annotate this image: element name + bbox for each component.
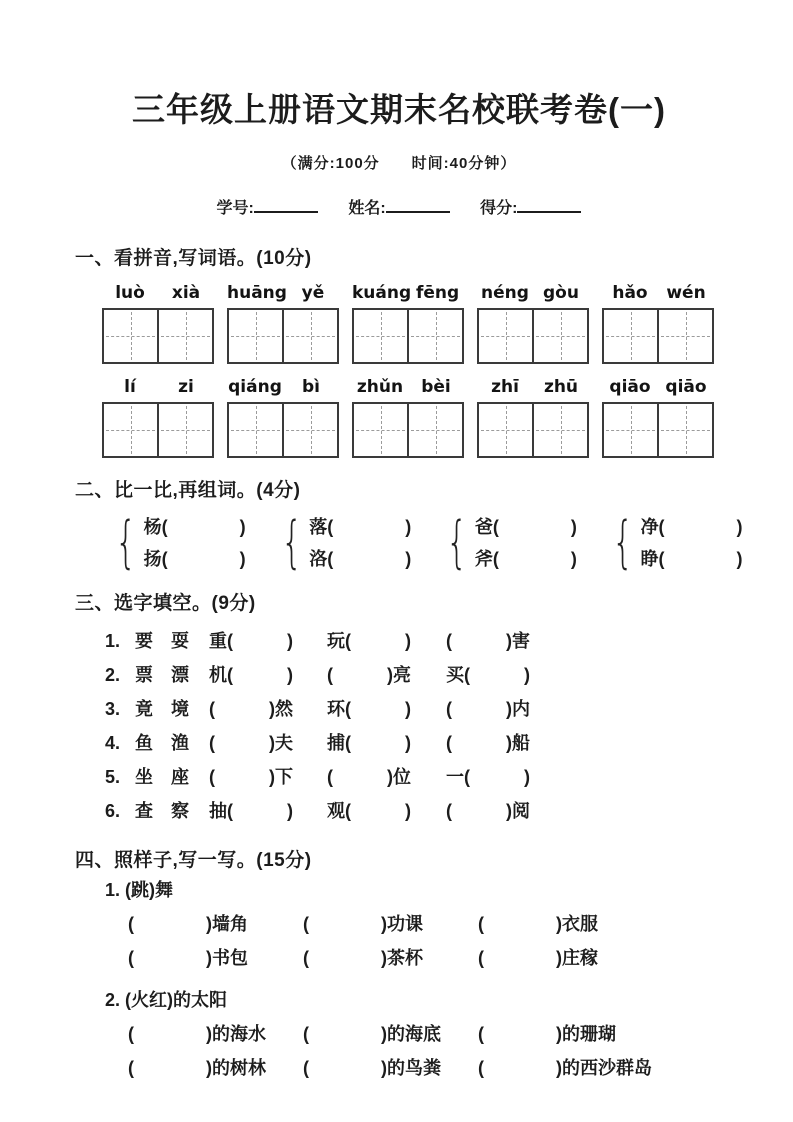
- example-label: 2. (火红)的太阳: [105, 989, 228, 1010]
- curly-brace: {: [280, 509, 303, 575]
- writing-grid-box[interactable]: [477, 308, 589, 364]
- fill-blank-cell[interactable]: 机( ): [209, 664, 293, 685]
- student-id-field: [217, 200, 318, 217]
- option-characters: 坐 座: [135, 766, 189, 787]
- example-item-1: [75, 873, 723, 975]
- row-number: 1.: [105, 630, 121, 651]
- student-name-label: 姓名:: [348, 199, 386, 217]
- option-characters: 查 察: [135, 800, 189, 821]
- fill-blank-cell[interactable]: ( )内: [446, 698, 530, 719]
- pinyin-label: qiāo qiāo: [609, 377, 707, 398]
- score-field: [480, 200, 581, 217]
- fill-blank-cell[interactable]: 观( ): [327, 800, 411, 821]
- fill-blank-cell[interactable]: ( )害: [446, 630, 530, 651]
- fill-character-row: [105, 794, 723, 828]
- exam-subtitle: （满分:100分 时间:40分钟）: [281, 154, 517, 172]
- exam-header: [75, 90, 723, 218]
- score-label: 得分:: [480, 199, 518, 217]
- pinyin-label: qiáng bì: [228, 377, 320, 398]
- pinyin-row-2: [102, 377, 723, 397]
- pinyin-label: lí zi: [124, 377, 194, 398]
- fill-blank-cell[interactable]: ( )的珊瑚: [478, 1023, 616, 1044]
- writing-grid-box[interactable]: [352, 402, 464, 458]
- fill-blank-cell[interactable]: ( )的海底: [303, 1023, 441, 1044]
- student-id-blank[interactable]: [254, 197, 318, 213]
- fill-blank-cell[interactable]: 捕( ): [327, 732, 411, 753]
- fill-blank-cell[interactable]: ( )的树林: [128, 1057, 266, 1078]
- compare-word-blank[interactable]: 睁( ): [640, 549, 743, 570]
- pinyin-label: zhī zhū: [491, 377, 579, 398]
- section2-heading: 二、比一比,再组词。(4分): [75, 480, 301, 502]
- writing-grid-box[interactable]: [602, 308, 714, 364]
- fill-blank-cell[interactable]: ( )阅: [446, 800, 530, 821]
- compare-word-blank[interactable]: 爸( ): [474, 517, 577, 538]
- row-number: 3.: [105, 698, 121, 719]
- fill-blank-cell[interactable]: ( )的鸟粪: [303, 1057, 441, 1078]
- compare-group: [274, 511, 412, 575]
- section-compare-words: [75, 480, 743, 575]
- fill-blank-cell[interactable]: ( )船: [446, 732, 530, 753]
- option-characters: 票 漂: [135, 664, 189, 685]
- compare-word-blank[interactable]: 扬( ): [143, 549, 246, 570]
- compare-word-blank[interactable]: 净( ): [640, 517, 743, 538]
- student-info-line: [75, 195, 723, 218]
- writing-grid-box[interactable]: [602, 402, 714, 458]
- pinyin-label: hǎo wén: [612, 283, 706, 304]
- writing-grid-box[interactable]: [352, 308, 464, 364]
- fill-character-row: [105, 692, 723, 726]
- exam-title: 三年级上册语文期末名校联考卷(一): [132, 91, 666, 128]
- fill-blank-cell[interactable]: 买( ): [446, 664, 530, 685]
- option-characters: 鱼 渔: [135, 732, 189, 753]
- option-characters: 要 耍: [135, 630, 189, 651]
- compare-group: [108, 511, 246, 575]
- pinyin-row-1: [102, 283, 723, 303]
- fill-blank-cell[interactable]: ( )夫: [209, 732, 293, 753]
- curly-brace: {: [446, 509, 468, 575]
- option-characters: 竟 境: [135, 698, 189, 719]
- fill-blank-cell[interactable]: ( )的西沙群岛: [478, 1057, 652, 1078]
- writing-grid-row-1: [102, 308, 723, 364]
- fill-blank-cell[interactable]: ( )功课: [303, 913, 423, 934]
- fill-blank-cell[interactable]: ( )亮: [327, 664, 411, 685]
- example-row: [128, 907, 723, 941]
- curly-brace: {: [115, 509, 137, 575]
- example-row: [128, 1051, 723, 1085]
- compare-word-blank[interactable]: 落( ): [309, 517, 412, 538]
- pinyin-label: luò xià: [115, 283, 201, 304]
- compare-word-blank[interactable]: 洛( ): [309, 549, 412, 570]
- example-row: [128, 941, 723, 975]
- fill-blank-cell[interactable]: ( )位: [327, 766, 411, 787]
- student-name-field: [348, 200, 449, 217]
- example-row: [128, 1017, 723, 1051]
- fill-character-row: [105, 658, 723, 692]
- fill-blank-cell[interactable]: 重( ): [209, 630, 293, 651]
- row-number: 5.: [105, 766, 121, 787]
- writing-grid-box[interactable]: [102, 308, 214, 364]
- fill-blank-cell[interactable]: ( )庄稼: [478, 947, 598, 968]
- fill-blank-cell[interactable]: ( )下: [209, 766, 293, 787]
- section1-heading: 一、看拼音,写词语。(10分): [75, 247, 312, 269]
- example-item-2: [75, 983, 723, 1085]
- fill-character-row: [105, 726, 723, 760]
- section-follow-example: [75, 850, 723, 1085]
- fill-character-row: [105, 624, 723, 658]
- fill-blank-cell[interactable]: ( )茶杯: [303, 947, 423, 968]
- fill-blank-cell[interactable]: ( )然: [209, 698, 293, 719]
- pinyin-label: huāng yě: [227, 283, 325, 304]
- fill-character-rows: [75, 624, 723, 828]
- compare-word-blank[interactable]: 斧( ): [474, 549, 577, 570]
- writing-grid-box[interactable]: [477, 402, 589, 458]
- example-label: 1. (跳)舞: [105, 879, 174, 900]
- fill-blank-cell[interactable]: 一( ): [446, 766, 530, 787]
- writing-grid-box[interactable]: [102, 402, 214, 458]
- fill-blank-cell[interactable]: ( )书包: [128, 947, 248, 968]
- fill-blank-cell[interactable]: 玩( ): [327, 630, 411, 651]
- row-number: 2.: [105, 664, 121, 685]
- section-pinyin-words: [75, 248, 723, 459]
- fill-blank-cell[interactable]: ( )墙角: [128, 913, 248, 934]
- student-name-blank[interactable]: [386, 197, 450, 213]
- section3-heading: 三、选字填空。(9分): [75, 593, 256, 615]
- fill-blank-cell[interactable]: 抽( ): [209, 800, 293, 821]
- section-fill-characters: [75, 593, 723, 828]
- pinyin-label: néng gòu: [481, 283, 579, 304]
- writing-grid-box[interactable]: [227, 308, 339, 364]
- row-number: 4.: [105, 732, 121, 753]
- pinyin-label: kuáng fēng: [352, 283, 460, 304]
- fill-blank-cell[interactable]: ( )衣服: [478, 913, 598, 934]
- fill-character-row: [105, 760, 723, 794]
- section4-heading: 四、照样子,写一写。(15分): [75, 849, 312, 871]
- compare-group: [439, 511, 577, 575]
- writing-grid-row-2: [102, 402, 723, 458]
- writing-grid-box[interactable]: [227, 402, 339, 458]
- pinyin-label: zhǔn bèi: [356, 377, 451, 398]
- compare-word-blank[interactable]: 杨( ): [143, 517, 246, 538]
- fill-blank-cell[interactable]: ( )的海水: [128, 1023, 266, 1044]
- curly-brace: {: [612, 509, 634, 575]
- student-id-label: 学号:: [216, 199, 254, 217]
- row-number: 6.: [105, 800, 121, 821]
- score-blank[interactable]: [517, 197, 581, 213]
- fill-blank-cell[interactable]: 环( ): [327, 698, 411, 719]
- compare-groups: [108, 509, 743, 575]
- compare-group: [605, 511, 743, 575]
